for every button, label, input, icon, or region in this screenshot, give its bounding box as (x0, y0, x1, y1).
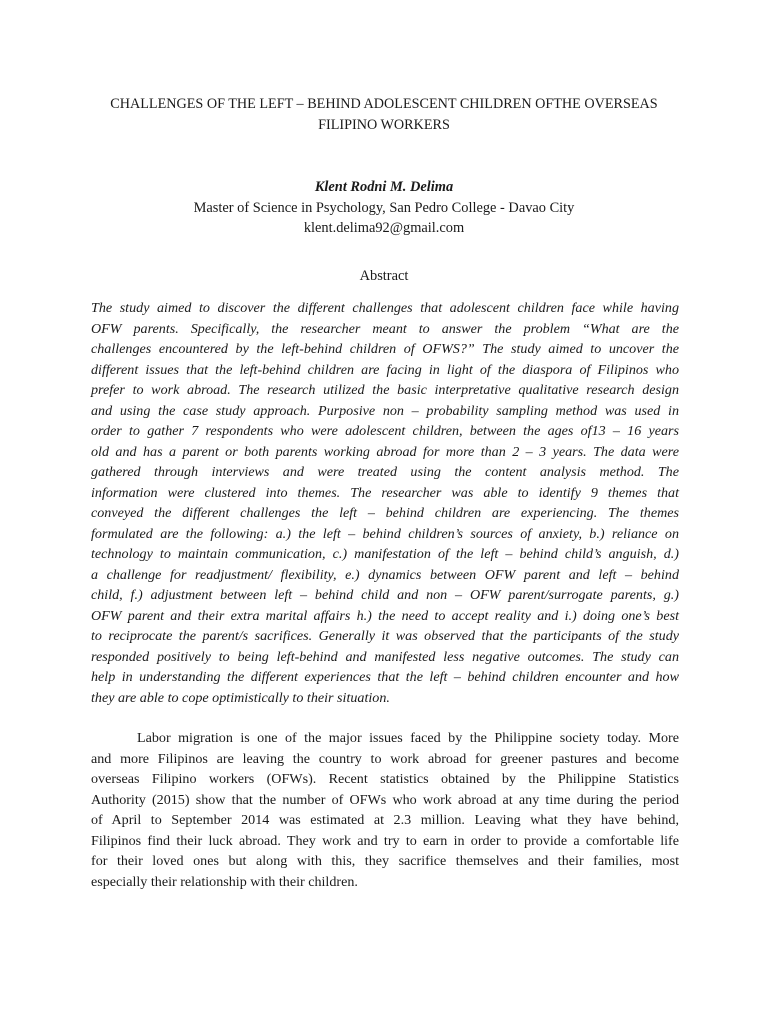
body-line: overseas Filipino workers (OFWs). Recent statistics obtained by the Philippine Statistics (91, 771, 679, 787)
body-paragraph (91, 728, 679, 892)
abstract-line: formulated are the following: a.) the left – behind children’s sources of anxiety, b.) reliance on (91, 525, 679, 542)
author-affiliation: Master of Science in Psychology, San Pedro College - Davao City (193, 199, 575, 216)
paper-title-line-2: FILIPINO WORKERS (318, 116, 450, 133)
abstract-line: a challenge for readjustment/ flexibility, e.) dynamics between OFW parent and left – behind (91, 566, 679, 583)
abstract-line: technology to maintain communication, c.) manifestation of the left – behind child’s anguish, d.) (91, 546, 679, 562)
author-name: Klent Rodni M. Delima (314, 179, 454, 195)
author-block (80, 177, 688, 239)
body-line: especially their relationship with their children. (91, 873, 358, 890)
abstract-line: OFW parent and their extra marital affairs h.) the need to accept reality and i.) doing one’s best (91, 607, 679, 624)
abstract-line: they are able to cope optimistically to their situation. (91, 689, 390, 706)
abstract-line: responded positively to being left-behind and manifested less negative outcomes. The study can (91, 648, 679, 665)
abstract-line: to reciprocate the parent/s sacrifices. Generally it was observed that the participants of the study (91, 628, 679, 644)
author-email: klent.delima92@gmail.com (303, 220, 465, 236)
abstract-line: information were clustered into themes. The researcher was able to identify 9 themes that (91, 484, 679, 501)
abstract-line: challenges encountered by the left-behind children of OFWS?” The study aimed to uncover the (91, 341, 679, 357)
abstract-line: different issues that the left-behind children are facing in light of the diaspora of Filipinos who (91, 361, 679, 378)
body-line: for their loved ones but along with this, they sacrifice themselves and their families, most (91, 853, 679, 869)
abstract-body (91, 298, 679, 708)
abstract-line: child, f.) adjustment between left – behind child and non – OFW parent/surrogate parents, g.) (91, 587, 679, 603)
body-line: Filipinos find their luck abroad. They work and try to earn in order to provide a comfortable life (91, 832, 679, 849)
abstract-line: help in understanding the different experiences that the left – behind children encounter and how (91, 669, 679, 685)
abstract-line: prefer to work abroad. The research utilized the basic interpretative qualitative research design (91, 382, 679, 398)
body-line: Labor migration is one of the major issues faced by the Philippine society today. More (137, 730, 679, 746)
abstract-heading: Abstract (359, 268, 409, 284)
abstract-line: The study aimed to discover the different challenges that adolescent children face while having (91, 300, 679, 316)
abstract-line: gathered through interviews and were treated using the content analysis method. The (91, 464, 679, 480)
body-line: and more Filipinos are leaving the country to work abroad for greener pastures and become (91, 750, 679, 767)
paper-title (80, 94, 688, 135)
abstract-line: conveyed the different challenges the left – behind children are experiencing. The themes (91, 505, 679, 521)
abstract-line: order to gather 7 respondents who were adolescent children, between the ages of13 – 16 years (91, 423, 679, 439)
abstract-line: old and has a parent or both parents working abroad for more than 2 – 3 years. The data were (91, 443, 679, 460)
abstract-line: OFW parents. Specifically, the researcher meant to answer the problem “What are the (91, 320, 679, 337)
paper-title-line-1: CHALLENGES OF THE LEFT – BEHIND ADOLESCENT CHILDREN OFTHE OVERSEAS (110, 96, 658, 112)
abstract-line: and using the case study approach. Purposive non – probability sampling method was used in (91, 402, 679, 419)
body-line: Authority (2015) show that the number of OFWs who work abroad at any time during the period (91, 791, 679, 808)
body-line: of April to September 2014 was estimated at 2.3 million. Leaving what they have behind, (91, 812, 679, 828)
